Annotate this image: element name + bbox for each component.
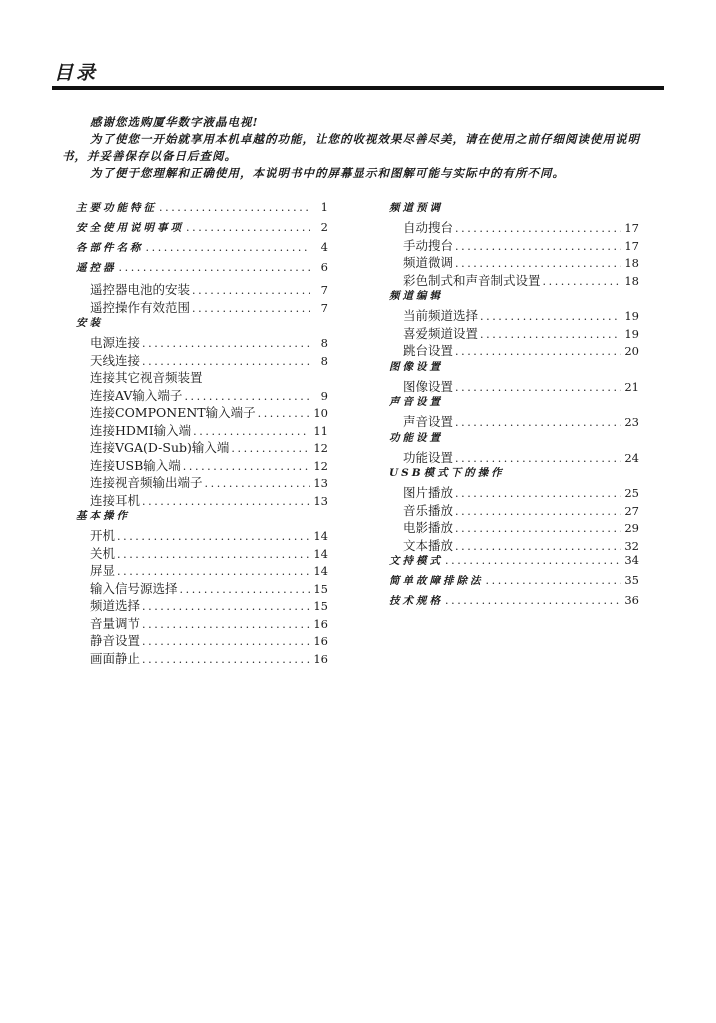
toc-item-title: 遥控器电池的安装 [90, 282, 191, 297]
toc-dot-leader [117, 530, 310, 543]
toc-item-title: 电源连接 [90, 335, 141, 350]
toc-page-number: 24 [624, 450, 639, 465]
toc-section[interactable] [389, 465, 639, 483]
toc-page-number: 12 [313, 458, 328, 473]
toc-section-title: 主要功能特征 [76, 202, 157, 214]
toc-dot-leader [183, 460, 310, 473]
toc-dot-leader [455, 416, 621, 429]
toc-page-number: 15 [313, 599, 328, 613]
toc-dot-leader [146, 241, 311, 254]
toc-dot-leader [159, 201, 310, 214]
toc-dot-leader [142, 495, 310, 508]
toc-dot-leader [486, 574, 622, 587]
toc-section-title: 简单故障排除法 [389, 575, 484, 587]
toc-page-number: 11 [313, 423, 328, 438]
toc-item-title: 图像设置 [403, 378, 454, 394]
toc-item-title: 当前频道选择 [403, 308, 479, 323]
toc-page-number: 14 [313, 529, 328, 543]
toc-item-title: 电影播放 [403, 520, 454, 535]
toc-section-title: 技术规格 [389, 595, 443, 607]
toc-dot-leader [142, 355, 310, 368]
toc-dot-leader [455, 540, 621, 553]
toc-page-number: 8 [320, 336, 328, 350]
toc-dot-leader [455, 487, 621, 500]
toc-dot-leader [455, 222, 621, 235]
toc-item[interactable] [76, 368, 328, 386]
toc-item-title: 文本播放 [403, 537, 454, 553]
toc-dot-leader [193, 425, 310, 438]
toc-page-number: 8 [320, 353, 328, 368]
toc-page-number: 7 [320, 283, 328, 297]
toc-dot-leader [455, 452, 621, 465]
toc-item-title: 彩色制式和声音制式设置 [403, 272, 541, 288]
toc-section-title: 频道预调 [389, 202, 443, 214]
toc-dot-leader [231, 442, 310, 455]
intro-paragraph: 感谢您选购厦华数字液晶电视! [90, 115, 259, 129]
toc-page-number: 4 [320, 240, 328, 254]
toc-page-number: 15 [313, 581, 328, 596]
toc-item-title: 连接VGA(D-Sub)输入端 [90, 440, 230, 455]
toc-item[interactable] [76, 596, 328, 614]
toc-page-number: 16 [313, 634, 328, 648]
toc-item[interactable] [76, 614, 328, 632]
toc-section-title: 遥控器 [76, 262, 117, 274]
toc-dot-leader [119, 261, 311, 274]
toc-dot-leader [142, 635, 310, 648]
toc-item-title: 连接HDMI输入端 [90, 422, 192, 438]
toc-page-number: 18 [624, 256, 639, 270]
toc-item-title: 图片播放 [403, 485, 454, 500]
toc-left-column [76, 200, 328, 666]
toc-dot-leader [455, 522, 621, 535]
toc-item[interactable] [389, 483, 639, 501]
toc-item-title: 关机 [90, 545, 116, 561]
toc-item-title: 静音设置 [90, 633, 141, 648]
toc-page-number: 7 [320, 300, 328, 315]
toc-item-title: 跳台设置 [403, 343, 454, 358]
toc-item[interactable] [389, 536, 639, 554]
toc-page-number: 16 [313, 616, 328, 631]
toc-section[interactable] [389, 394, 639, 412]
toc-item[interactable] [389, 324, 639, 342]
toc-section[interactable] [76, 260, 328, 280]
toc-item-title: 遥控操作有效范围 [90, 299, 191, 315]
toc-dot-leader [192, 302, 310, 315]
toc-section[interactable] [389, 553, 639, 573]
toc-item[interactable] [76, 579, 328, 597]
toc-dot-leader [142, 618, 310, 631]
toc-dot-leader [480, 328, 621, 341]
toc-section-title: 频道编辑 [389, 290, 443, 302]
toc-page-number: 25 [624, 486, 639, 500]
toc-dot-leader [142, 337, 310, 350]
toc-dot-leader [258, 407, 310, 420]
toc-item[interactable] [76, 631, 328, 649]
toc-section[interactable] [76, 200, 328, 220]
toc-item-title: 连接COMPONENT输入端子 [90, 405, 256, 420]
toc-page-number: 21 [624, 379, 639, 394]
toc-item[interactable] [389, 501, 639, 519]
toc-item[interactable] [389, 412, 639, 430]
toc-page-number: 1 [320, 200, 328, 214]
toc-item-title: 频道微调 [403, 255, 454, 270]
toc-item-title: 频道选择 [90, 598, 141, 613]
toc-item-title: 连接AV输入端子 [90, 387, 183, 403]
toc-item-title: 喜爱频道设置 [403, 325, 479, 341]
toc-page-number: 20 [624, 344, 639, 358]
toc-page-number: 13 [313, 476, 328, 490]
intro-text [62, 114, 662, 182]
toc-dot-leader [186, 221, 310, 234]
toc-page-number: 14 [313, 564, 328, 578]
intro-paragraph: 为了使您一开始就享用本机卓越的功能，让您的收视效果尽善尽美，请在使用之前仔细阅读使用说明书，并妥善保存以备日后查阅。 [62, 132, 640, 163]
toc-item-title: 音乐播放 [403, 502, 454, 518]
toc-section[interactable] [76, 508, 328, 526]
toc-item[interactable] [76, 456, 328, 474]
toc-page-number: 12 [313, 441, 328, 455]
toc-section[interactable] [76, 220, 328, 240]
toc-page-number: 19 [624, 309, 639, 323]
toc-dot-leader [205, 477, 310, 490]
toc-page-number: 23 [624, 415, 639, 429]
toc-item[interactable] [389, 341, 639, 359]
toc-item[interactable] [76, 649, 328, 667]
toc-page-number: 34 [624, 553, 639, 567]
toc-item[interactable] [76, 333, 328, 351]
header-divider [52, 86, 664, 90]
toc-dot-leader [142, 653, 310, 666]
toc-page-number: 18 [624, 273, 639, 288]
toc-dot-leader [543, 275, 621, 288]
toc-item-title: 自动搜台 [403, 220, 454, 235]
toc-item-title: 屏显 [90, 563, 116, 578]
toc-section-title: 安装 [76, 317, 103, 329]
page-title: 目录 [54, 62, 99, 84]
toc-item[interactable] [389, 518, 639, 536]
toc-item-title: 声音设置 [403, 414, 454, 429]
toc-item-title: 连接耳机 [90, 492, 141, 508]
toc-section-title: 文持模式 [389, 555, 443, 567]
toc-dot-leader [455, 381, 621, 394]
toc-item[interactable] [76, 561, 328, 579]
toc-item[interactable] [76, 491, 328, 509]
toc-item[interactable] [76, 403, 328, 421]
toc-section[interactable] [76, 315, 328, 333]
toc-item[interactable] [76, 386, 328, 404]
toc-dot-leader [180, 583, 310, 596]
toc-section[interactable] [389, 359, 639, 377]
toc-item[interactable] [76, 298, 328, 316]
toc-item-title: 天线连接 [90, 352, 141, 368]
toc-item[interactable] [389, 448, 639, 466]
toc-item[interactable] [76, 526, 328, 544]
toc-item[interactable] [389, 271, 639, 289]
toc-item[interactable] [76, 473, 328, 491]
toc-dot-leader [142, 600, 310, 613]
toc-item-title: 音量调节 [90, 615, 141, 631]
toc-dot-leader [480, 310, 621, 323]
toc-item[interactable] [76, 351, 328, 369]
toc-dot-leader [445, 554, 621, 567]
toc-dot-leader [184, 390, 310, 403]
toc-item[interactable] [389, 218, 639, 236]
toc-page-number: 32 [624, 538, 639, 553]
toc-item[interactable] [389, 306, 639, 324]
toc-page-number: 13 [313, 493, 328, 508]
toc-page-number: 17 [624, 221, 639, 235]
toc-item[interactable] [389, 236, 639, 254]
toc-item-title: 输入信号源选择 [90, 580, 178, 596]
toc-item[interactable] [76, 544, 328, 562]
toc-dot-leader [445, 594, 621, 607]
toc-section[interactable] [389, 430, 639, 448]
toc-section-title: 安全使用说明事项 [76, 222, 184, 234]
toc-section-title: 图像设置 [389, 360, 443, 373]
toc-item[interactable] [76, 280, 328, 298]
toc-right-column [389, 200, 639, 613]
toc-section-title: 声音设置 [389, 396, 443, 408]
toc-dot-leader [455, 505, 621, 518]
toc-page-number: 2 [320, 220, 328, 234]
toc-section[interactable] [389, 200, 639, 218]
toc-item[interactable] [76, 421, 328, 439]
toc-page-number: 16 [313, 651, 328, 666]
toc-item-title: 手动搜台 [403, 237, 454, 253]
toc-dot-leader [455, 345, 621, 358]
toc-item-title: 开机 [90, 528, 116, 543]
toc-section-title: USB模式下的操作 [389, 467, 505, 479]
toc-dot-leader [455, 240, 621, 253]
toc-section[interactable] [389, 593, 639, 613]
toc-item[interactable] [389, 253, 639, 271]
toc-section-title: 基本操作 [76, 510, 130, 522]
toc-item-title: 画面静止 [90, 650, 141, 666]
toc-dot-leader [455, 257, 621, 270]
toc-page-number: 29 [624, 521, 639, 535]
toc-page-number: 14 [313, 546, 328, 561]
toc-section[interactable] [389, 573, 639, 593]
toc-page-number: 35 [624, 573, 639, 587]
intro-paragraph: 为了便于您理解和正确使用，本说明书中的屏幕显示和图解可能与实际中的有所不同。 [90, 166, 565, 180]
toc-section[interactable] [76, 240, 328, 260]
toc-page-number: 10 [313, 406, 328, 420]
toc-item-title: 连接视音频输出端子 [90, 475, 203, 490]
toc-section-title: 各部件名称 [76, 242, 144, 254]
toc-page-number: 36 [624, 593, 639, 607]
toc-dot-leader [117, 548, 310, 561]
toc-page-number: 6 [320, 260, 328, 274]
toc-item[interactable] [76, 438, 328, 456]
toc-section-title: 功能设置 [389, 431, 443, 444]
toc-item[interactable] [389, 377, 639, 395]
toc-page-number: 27 [624, 503, 639, 518]
toc-item-title: 连接USB输入端 [90, 457, 181, 473]
toc-item-title: 连接其它视音频装置 [90, 370, 203, 385]
toc-page-number: 19 [624, 326, 639, 341]
toc-dot-leader [117, 565, 310, 578]
toc-dot-leader [192, 284, 310, 297]
toc-item-title: 功能设置 [403, 449, 454, 465]
toc-page-number: 9 [320, 388, 328, 403]
toc-page-number: 17 [624, 238, 639, 253]
toc-section[interactable] [389, 288, 639, 306]
